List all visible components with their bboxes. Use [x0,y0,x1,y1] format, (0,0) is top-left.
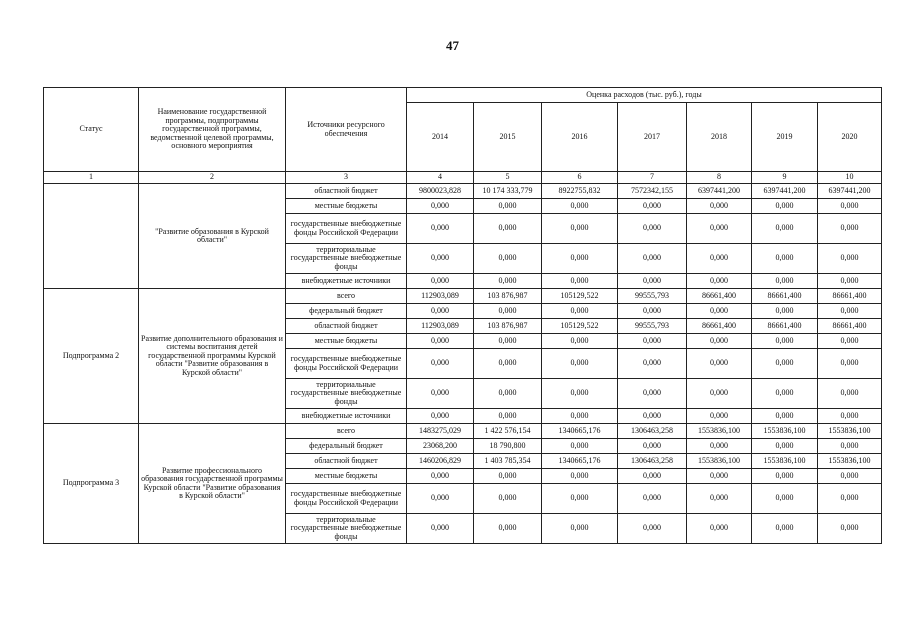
row-source: областной бюджет [286,319,407,334]
row-value: 0,000 [687,439,752,454]
row-value: 0,000 [687,199,752,214]
row-program-name: "Развитие образования в Курской области" [139,184,286,289]
row-value: 0,000 [542,409,618,424]
row-value: 0,000 [752,484,818,514]
row-value: 6397441,200 [818,184,882,199]
row-status [44,184,139,289]
row-value: 0,000 [618,514,687,544]
row-value: 0,000 [407,514,474,544]
column-number: 9 [752,172,818,184]
row-value: 0,000 [618,214,687,244]
column-number: 3 [286,172,407,184]
row-value: 0,000 [818,304,882,319]
row-value: 0,000 [542,439,618,454]
row-value: 0,000 [542,199,618,214]
row-value: 0,000 [687,349,752,379]
row-value: 0,000 [752,514,818,544]
row-program-name: Развитие профессионального образования государственной программы Курской области "Развитие образования в Курской области" [139,424,286,544]
row-source: федеральный бюджет [286,304,407,319]
row-value: 0,000 [618,379,687,409]
row-value: 0,000 [687,214,752,244]
table-body [44,184,882,544]
row-value: 0,000 [542,484,618,514]
row-source: территориальные государственные внебюджетные фонды [286,514,407,544]
row-value: 0,000 [687,469,752,484]
row-value: 0,000 [687,334,752,349]
row-value: 86661,400 [752,319,818,334]
row-value: 0,000 [407,304,474,319]
row-value: 0,000 [474,214,542,244]
row-source: внебюджетные источники [286,274,407,289]
row-value: 0,000 [752,409,818,424]
row-source: всего [286,289,407,304]
row-value: 0,000 [542,469,618,484]
row-source: местные бюджеты [286,469,407,484]
row-source: местные бюджеты [286,199,407,214]
row-value: 86661,400 [818,289,882,304]
row-value: 8922755,832 [542,184,618,199]
header-status: Статус [44,88,139,172]
row-value: 0,000 [618,199,687,214]
row-value: 0,000 [687,484,752,514]
row-value: 1306463,258 [618,424,687,439]
row-value: 0,000 [474,379,542,409]
column-number: 6 [542,172,618,184]
header-estimate: Оценка расходов (тыс. руб.), годы [407,88,882,103]
row-source: федеральный бюджет [286,439,407,454]
row-value: 0,000 [618,439,687,454]
row-source: областной бюджет [286,454,407,469]
row-source: всего [286,424,407,439]
row-value: 1553836,100 [818,424,882,439]
column-number: 2 [139,172,286,184]
row-value: 103 876,987 [474,289,542,304]
row-value: 112903,089 [407,289,474,304]
column-number: 4 [407,172,474,184]
row-value: 1 403 785,354 [474,454,542,469]
row-value: 0,000 [687,304,752,319]
budget-table [43,87,882,544]
table-row [44,184,882,199]
row-status: Подпрограмма 2 [44,289,139,424]
row-value: 0,000 [542,274,618,289]
row-value: 0,000 [407,379,474,409]
header-year: 2018 [687,103,752,172]
header-year: 2016 [542,103,618,172]
row-value: 0,000 [407,199,474,214]
header-name: Наименование государственной программы, подпрограммы государственной программы, ведомственной целевой программы, основного мероприятия [139,88,286,172]
header-sources: Источники ресурсного обеспечения [286,88,407,172]
row-value: 0,000 [752,469,818,484]
row-value: 0,000 [818,199,882,214]
row-value: 0,000 [474,469,542,484]
row-value: 1 422 576,154 [474,424,542,439]
row-value: 99555,793 [618,319,687,334]
row-value: 0,000 [618,304,687,319]
row-value: 0,000 [407,244,474,274]
row-value: 1553836,100 [818,454,882,469]
row-value: 0,000 [687,244,752,274]
row-value: 0,000 [542,514,618,544]
row-value: 0,000 [618,334,687,349]
row-value: 0,000 [818,484,882,514]
row-value: 0,000 [752,334,818,349]
row-value: 10 174 333,779 [474,184,542,199]
row-value: 1483275,029 [407,424,474,439]
header-year: 2017 [618,103,687,172]
row-value: 0,000 [818,244,882,274]
row-value: 0,000 [407,349,474,379]
row-value: 0,000 [407,214,474,244]
row-source: областной бюджет [286,184,407,199]
row-value: 18 790,800 [474,439,542,454]
row-value: 105129,522 [542,319,618,334]
row-value: 0,000 [818,439,882,454]
row-value: 0,000 [618,409,687,424]
row-value: 9800023,828 [407,184,474,199]
row-value: 0,000 [618,469,687,484]
row-value: 0,000 [407,409,474,424]
row-value: 0,000 [687,379,752,409]
table-row [44,424,882,439]
row-source: государственные внебюджетные фонды Российской Федерации [286,484,407,514]
row-value: 99555,793 [618,289,687,304]
row-source: государственные внебюджетные фонды Российской Федерации [286,214,407,244]
row-value: 1553836,100 [687,454,752,469]
row-value: 1306463,258 [618,454,687,469]
row-value: 0,000 [618,349,687,379]
row-value: 0,000 [474,199,542,214]
row-value: 0,000 [474,244,542,274]
row-value: 7572342,155 [618,184,687,199]
row-value: 0,000 [474,334,542,349]
row-value: 0,000 [818,334,882,349]
table-row [44,289,882,304]
header-year: 2015 [474,103,542,172]
row-value: 1460206,829 [407,454,474,469]
column-number: 7 [618,172,687,184]
row-value: 105129,522 [542,289,618,304]
row-value: 0,000 [752,349,818,379]
row-value: 0,000 [687,514,752,544]
row-value: 0,000 [752,214,818,244]
row-source: территориальные государственные внебюджетные фонды [286,244,407,274]
row-value: 0,000 [818,409,882,424]
row-status: Подпрограмма 3 [44,424,139,544]
row-value: 86661,400 [818,319,882,334]
row-value: 0,000 [752,439,818,454]
row-value: 0,000 [752,304,818,319]
row-value: 0,000 [752,244,818,274]
row-value: 0,000 [818,274,882,289]
row-value: 0,000 [407,274,474,289]
row-value: 0,000 [752,274,818,289]
column-number: 10 [818,172,882,184]
row-value: 0,000 [618,484,687,514]
row-source: местные бюджеты [286,334,407,349]
row-value: 0,000 [542,379,618,409]
row-value: 0,000 [687,274,752,289]
page-number: 47 [446,38,459,53]
header-year: 2019 [752,103,818,172]
row-value: 0,000 [407,334,474,349]
row-value: 0,000 [818,214,882,244]
row-value: 0,000 [474,514,542,544]
column-number: 5 [474,172,542,184]
row-value: 0,000 [542,304,618,319]
row-value: 0,000 [474,274,542,289]
row-value: 23068,200 [407,439,474,454]
row-value: 0,000 [407,469,474,484]
row-value: 0,000 [542,214,618,244]
row-value: 86661,400 [687,289,752,304]
header-year: 2014 [407,103,474,172]
row-value: 0,000 [618,274,687,289]
row-value: 0,000 [818,469,882,484]
row-value: 86661,400 [687,319,752,334]
row-value: 0,000 [818,514,882,544]
row-value: 0,000 [687,409,752,424]
column-number: 8 [687,172,752,184]
row-value: 0,000 [542,349,618,379]
row-value: 1553836,100 [687,424,752,439]
row-value: 1340665,176 [542,424,618,439]
row-value: 6397441,200 [752,184,818,199]
row-value: 0,000 [474,349,542,379]
row-value: 0,000 [474,484,542,514]
row-program-name: Развитие дополнительного образования и системы воспитания детей государственной программы Курской области "Развитие образования в Курской области" [139,289,286,424]
row-value: 0,000 [542,244,618,274]
row-value: 0,000 [474,409,542,424]
row-value: 86661,400 [752,289,818,304]
row-value: 112903,089 [407,319,474,334]
row-source: территориальные государственные внебюджетные фонды [286,379,407,409]
row-source: государственные внебюджетные фонды Российской Федерации [286,349,407,379]
row-source: внебюджетные источники [286,409,407,424]
row-value: 0,000 [752,379,818,409]
header-year: 2020 [818,103,882,172]
row-value: 0,000 [474,304,542,319]
row-value: 1340665,176 [542,454,618,469]
row-value: 0,000 [752,199,818,214]
row-value: 1553836,100 [752,424,818,439]
row-value: 103 876,987 [474,319,542,334]
row-value: 6397441,200 [687,184,752,199]
row-value: 0,000 [818,349,882,379]
row-value: 1553836,100 [752,454,818,469]
row-value: 0,000 [407,484,474,514]
row-value: 0,000 [618,244,687,274]
row-value: 0,000 [818,379,882,409]
column-number: 1 [44,172,139,184]
row-value: 0,000 [542,334,618,349]
